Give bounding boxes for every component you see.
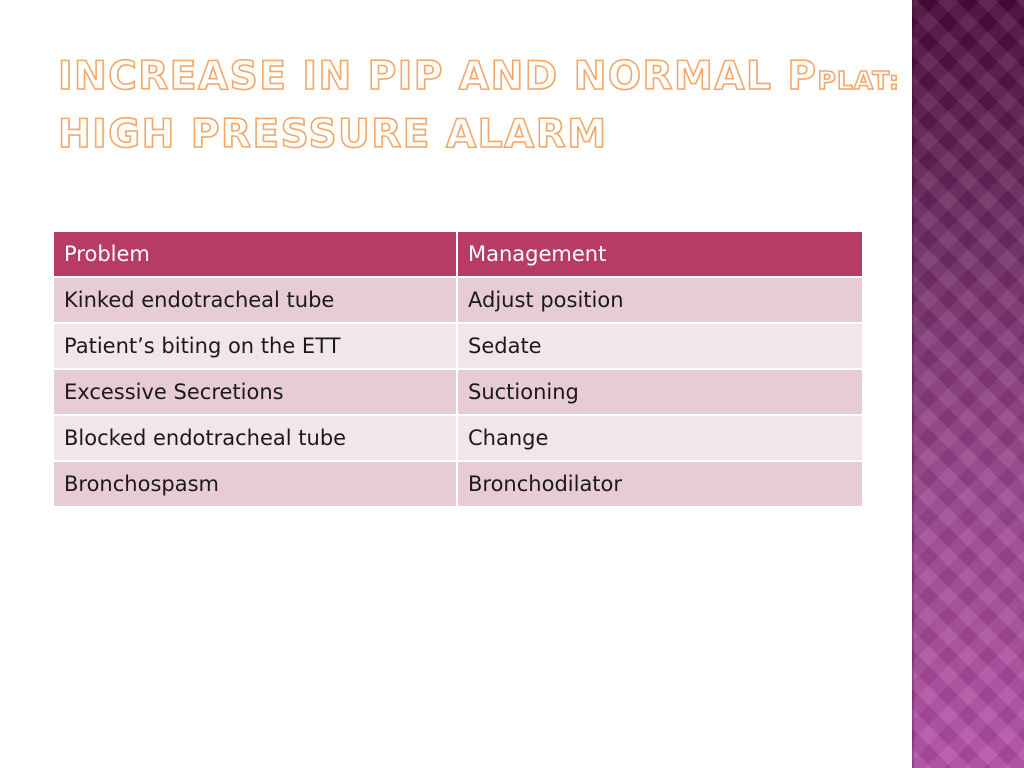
cell-management: Sedate — [457, 323, 863, 369]
title-line-1 — [58, 50, 898, 108]
cell-problem: Blocked endotracheal tube — [53, 415, 457, 461]
table-row — [53, 323, 863, 369]
table-row — [53, 277, 863, 323]
decorative-side-band — [912, 0, 1024, 768]
cell-management: Change — [457, 415, 863, 461]
cell-problem: Bronchospasm — [53, 461, 457, 507]
title-line-1-main: INCREASE IN PIP AND NORMAL P — [58, 54, 818, 99]
table-row — [53, 369, 863, 415]
cell-management: Adjust position — [457, 277, 863, 323]
side-band-edge — [912, 0, 914, 768]
problem-management-table — [52, 230, 864, 508]
cell-problem: Kinked endotracheal tube — [53, 277, 457, 323]
title-line-1-subscript: PLAT: — [817, 66, 900, 95]
title-line-2: HIGH PRESSURE ALARM — [58, 112, 608, 157]
cell-problem: Excessive Secretions — [53, 369, 457, 415]
slide-title — [58, 50, 898, 162]
table-row — [53, 461, 863, 507]
table-container — [52, 230, 862, 508]
table-header-row — [53, 231, 863, 277]
cell-management: Suctioning — [457, 369, 863, 415]
header-problem: Problem — [53, 231, 457, 277]
cell-management: Bronchodilator — [457, 461, 863, 507]
cell-problem: Patient’s biting on the ETT — [53, 323, 457, 369]
header-management: Management — [457, 231, 863, 277]
table-row — [53, 415, 863, 461]
